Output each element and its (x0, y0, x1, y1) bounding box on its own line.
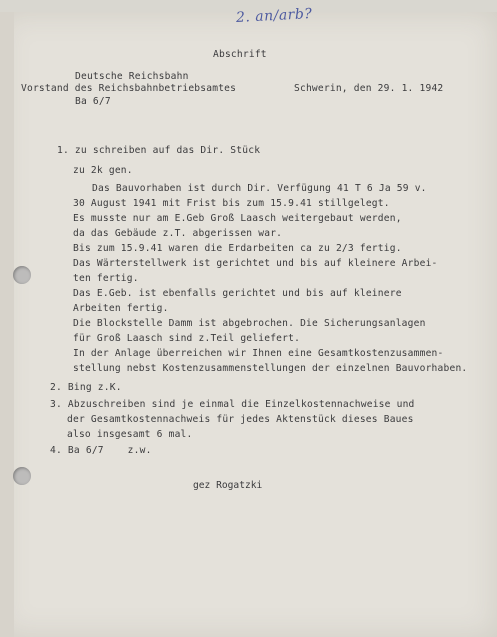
sender-line-2: Vorstand des Reichsbahnbetriebsamtes (21, 83, 237, 94)
sender-line-3: Ba 6/7 (75, 96, 111, 107)
binder-margin (0, 12, 14, 637)
punch-hole-bottom (13, 467, 31, 485)
item-2: 2. Bing z.K. (50, 382, 122, 393)
body-line: da das Gebäude z.T. abgerissen war. (73, 228, 283, 239)
body-line: Das Wärterstellwerk ist gerichtet und bis auf kleinere Arbei- (73, 258, 438, 269)
body-line: der Gesamtkostennachweis für jedes Aktenstück dieses Baues (67, 414, 414, 425)
body-line: Die Blockstelle Damm ist abgebrochen. Die Sicherungsanlagen (73, 318, 426, 329)
dateline: Schwerin, den 29. 1. 1942 (294, 83, 444, 94)
body-line: Arbeiten fertig. (73, 303, 169, 314)
body-line: ten fertig. (73, 273, 139, 284)
item-4: 4. Ba 6/7 z.w. (50, 445, 152, 456)
body-line: also insgesamt 6 mal. (67, 429, 193, 440)
punch-hole-top (13, 266, 31, 284)
pencil-annotation: 2. an/arb? (235, 6, 313, 26)
signature: gez Rogatzki (193, 480, 263, 491)
body-line: Es musste nur am E.Geb Groß Laasch weitergebaut werden, (73, 213, 402, 224)
item-3: 3. Abzuschreiben sind je einmal die Einzelkostennachweise und (50, 399, 415, 410)
body-line: In der Anlage überreichen wir Ihnen eine Gesamtkostenzusammen- (73, 348, 444, 359)
sender-line-1: Deutsche Reichsbahn (75, 71, 189, 82)
body-line: stellung nebst Kostenzusammenstellungen der einzelnen Bauvorhaben. (73, 363, 468, 374)
body-line: für Groß Laasch sind z.Teil geliefert. (73, 333, 301, 344)
body-line: zu 2k gen. (73, 165, 133, 176)
body-line: 30 August 1941 mit Frist bis zum 15.9.41 stillgelegt. (73, 198, 390, 209)
document-heading: Abschrift (213, 49, 267, 60)
body-line: Das E.Geb. ist ebenfalls gerichtet und bis auf kleinere (73, 288, 402, 299)
body-line: Bis zum 15.9.41 waren die Erdarbeiten ca zu 2/3 fertig. (73, 243, 402, 254)
body-line: Das Bauvorhaben ist durch Dir. Verfügung 41 T 6 Ja 59 v. (92, 183, 427, 194)
item-1: 1. zu schreiben auf das Dir. Stück (57, 145, 261, 156)
